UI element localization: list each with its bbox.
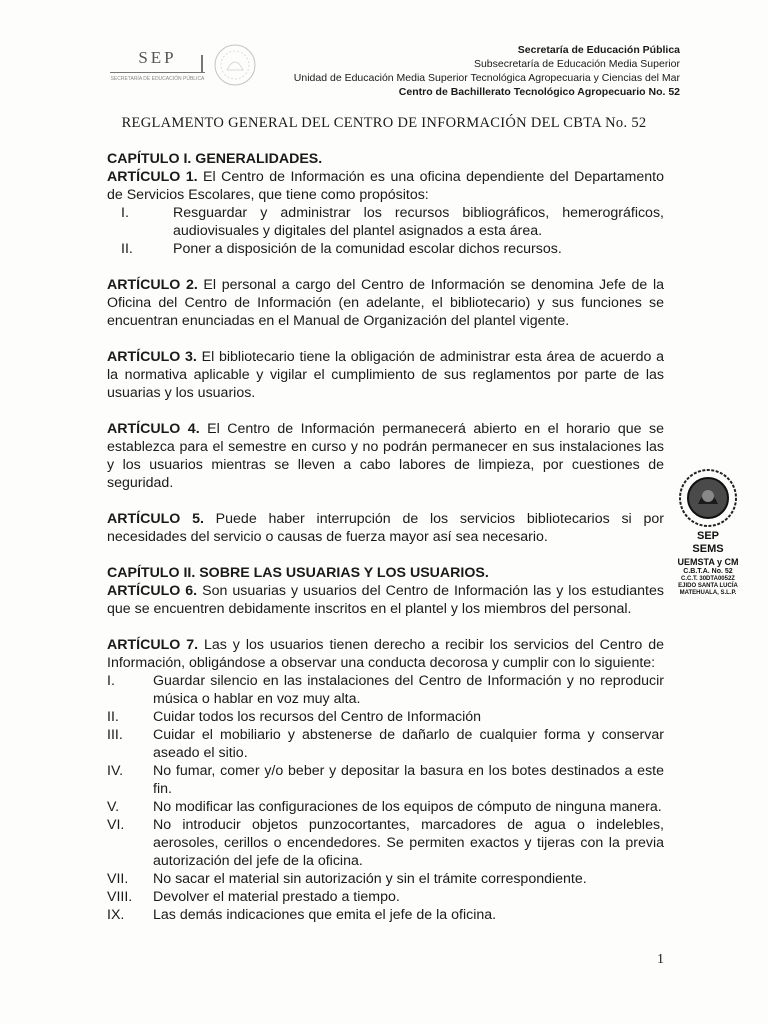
stamp-line: MATEHUALA, S.L.P.	[679, 590, 737, 596]
article-label: ARTÍCULO 4.	[107, 421, 200, 437]
national-seal-icon	[212, 42, 258, 88]
document-title: REGLAMENTO GENERAL DEL CENTRO DE INFORMACIÓN DEL CBTA No. 52	[121, 115, 647, 131]
article-label: ARTÍCULO 6.	[107, 583, 198, 599]
list-item: I. Guardar silencio en las instalaciones del Centro de Información y no reproducir música o hablar en voz muy alta.	[107, 673, 664, 707]
list-item: V. No modificar las configuraciones de los equipos de cómputo de ninguna manera.	[107, 799, 662, 815]
document-body	[107, 150, 664, 924]
article-1	[107, 168, 664, 204]
article-text: El personal a cargo del Centro de Información se denomina Jefe de la Oficina del Centro de Información (en adelante, el bibliotecario) y sus funciones se encuentran enunciadas en el Manual de Organización del plantel vigente.	[107, 277, 664, 329]
sep-logo	[110, 48, 205, 90]
article-6	[107, 582, 664, 618]
sep-logo-rule	[110, 72, 205, 73]
chapter-2-heading: CAPÍTULO II. SOBRE LAS USUARIAS Y LOS USUARIOS.	[107, 565, 489, 581]
article-label: ARTÍCULO 3.	[107, 349, 197, 365]
list-item: IX. Las demás indicaciones que emita el jefe de la oficina.	[107, 907, 497, 923]
official-stamp	[668, 468, 748, 608]
article-label: ARTÍCULO 1.	[107, 169, 198, 185]
article-text: El bibliotecario tiene la obligación de administrar esta área de acuerdo a la normativa aplicable y vigilar el cumplimiento de sus reglamentos por parte de las usuarias y los usuarios.	[107, 349, 664, 401]
list-item: III. Cuidar el mobiliario y abstenerse de dañarlo de cualquier forma y conservar aseado el sitio.	[107, 727, 664, 761]
article-label: ARTÍCULO 5.	[107, 511, 204, 527]
sep-logo-subtext: SECRETARÍA DE EDUCACIÓN PÚBLICA	[110, 76, 205, 82]
article-2	[107, 276, 664, 330]
header-unidad: Unidad de Educación Media Superior Tecnológica Agropecuaria y Ciencias del Mar	[293, 72, 680, 84]
sep-logo-text: SEP	[138, 48, 177, 67]
list-item: II. Poner a disposición de la comunidad escolar dichos recursos.	[121, 241, 562, 257]
stamp-line: SEP	[696, 530, 719, 542]
logo-divider	[201, 55, 203, 73]
list-item: IV. No fumar, comer y/o beber y depositar la basura en los botes destinados a este fin.	[107, 763, 664, 797]
page-number: 1	[657, 952, 664, 967]
stamp-line: SEMS	[692, 543, 724, 555]
list-item: I. Resguardar y administrar los recursos bibliográficos, hemerográficos, audiovisuales y digitales del plantel asignados a esta área.	[121, 205, 664, 239]
article-4	[107, 420, 664, 492]
stamp-line: C.C.T. 30DTA0052Z	[681, 576, 735, 582]
article-5	[107, 510, 664, 546]
article-3	[107, 348, 664, 402]
stamp-line: EJIDO SANTA LUCÍA	[678, 583, 738, 589]
header-centro: Centro de Bachillerato Tecnológico Agropecuario No. 52	[398, 86, 680, 98]
stamp-seal-icon	[678, 468, 738, 528]
article-text: Son usuarias y usuarios del Centro de Información las y los estudiantes que se encuentren debidamente inscritos en el plantel y los miembros del personal.	[107, 583, 664, 617]
article-label: ARTÍCULO 2.	[107, 277, 198, 293]
list-item: VIII. Devolver el material prestado a tiempo.	[107, 889, 400, 905]
article-text: Las y los usuarios tienen derecho a recibir los servicios del Centro de Información, obligándose a observar una conducta decorosa y cumplir con lo siguiente:	[107, 637, 664, 671]
stamp-line: C.B.T.A. No. 52	[683, 568, 733, 575]
article-text: Puede haber interrupción de los servicios bibliotecarios si por necesidades del servicio o causas de fuerza mayor así sea necesario.	[107, 511, 664, 545]
header-secretaria: Secretaría de Educación Pública	[517, 44, 680, 56]
list-item: VII. No sacar el material sin autorización y sin el trámite correspondiente.	[107, 871, 587, 887]
list-item: VI. No introducir objetos punzocortantes, marcadores de agua o indelebles, aerosoles, cerillos o encendedores. Se permiten exactos y tijeras con la previa autorización del jefe de la oficina.	[107, 817, 664, 869]
header-subsecretaria: Subsecretaría de Educación Media Superior	[473, 58, 680, 70]
article-text: El Centro de Información es una oficina dependiente del Departamento de Servicios Escolares, que tiene como propósitos:	[107, 169, 664, 203]
article-7	[107, 636, 664, 672]
chapter-1-heading: CAPÍTULO I. GENERALIDADES.	[107, 151, 323, 167]
article-label: ARTÍCULO 7.	[107, 637, 199, 653]
stamp-line: UEMSTA y CM	[677, 557, 739, 567]
article-text: El Centro de Información permanecerá abierto en el horario que se establezca para el semestre en curso y no podrán permanecer en sus instalaciones las y los usuarios mientras se lleven a cabo labores de limpieza, por cuestiones de seguridad.	[107, 421, 664, 491]
list-item: II. Cuidar todos los recursos del Centro de Información	[107, 709, 482, 725]
